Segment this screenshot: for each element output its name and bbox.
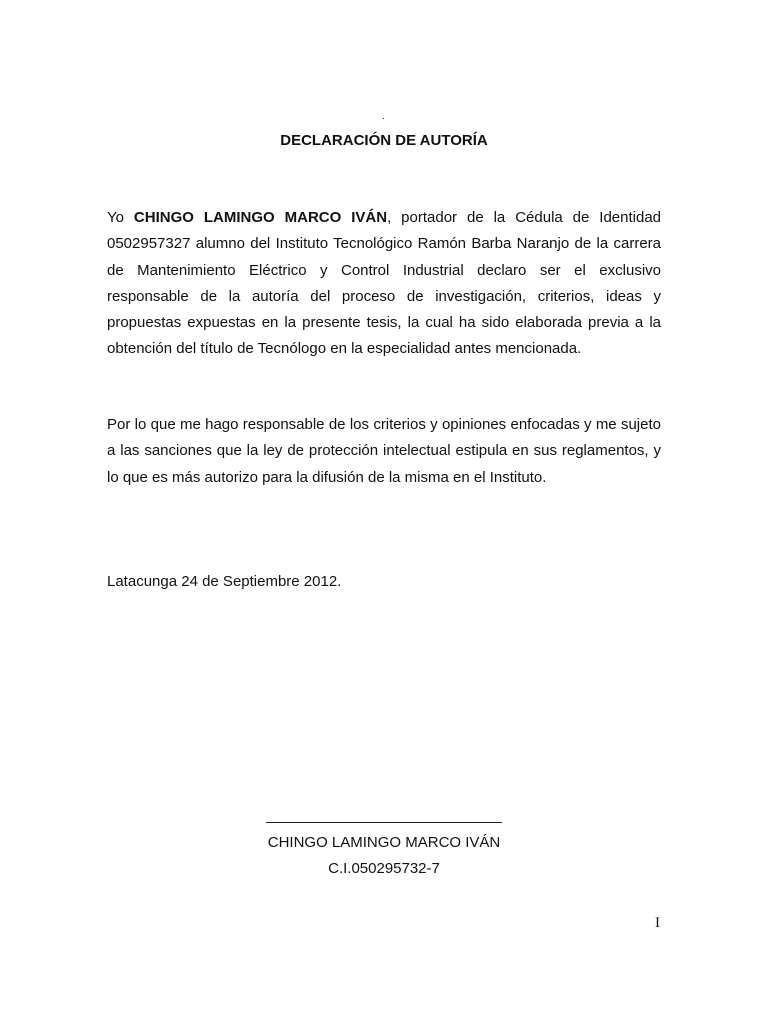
declaration-text: , portador de la Cédula de Identidad 0502957327 alumno del Instituto Tecnológico Ramón Barba Naranjo de la carrera de Mantenimiento Eléctrico y Control Industrial declaro ser el exclusivo responsable de la autoría del proceso de investigación, criterios, ideas y propuestas expuestas en la presente tesis, la cual ha sido elaborada previa a la obtención del título de Tecnólogo en la especialidad antes mencionada. bbox=[107, 209, 662, 358]
declaration-paragraph bbox=[107, 205, 661, 363]
page-number: I bbox=[655, 915, 660, 931]
signature-id: C.I.050295732-7 bbox=[328, 860, 440, 877]
signature-line bbox=[266, 822, 502, 823]
top-mark: . bbox=[382, 111, 385, 122]
place-date: Latacunga 24 de Septiembre 2012. bbox=[107, 573, 342, 590]
signature-name: CHINGO LAMINGO MARCO IVÁN bbox=[267, 834, 501, 851]
responsibility-paragraph: Por lo que me hago responsable de los criterios y opiniones enfocadas y me sujeto a las sanciones que la ley de protección intelectual estipula en sus reglamentos, y lo que es más autorizo para la difusión de la misma en el Instituto. bbox=[107, 416, 661, 486]
author-name: CHINGO LAMINGO MARCO IVÁN bbox=[133, 209, 388, 226]
declaration-prefix: Yo bbox=[107, 209, 134, 226]
document-title: DECLARACIÓN DE AUTORÍA bbox=[280, 132, 488, 149]
